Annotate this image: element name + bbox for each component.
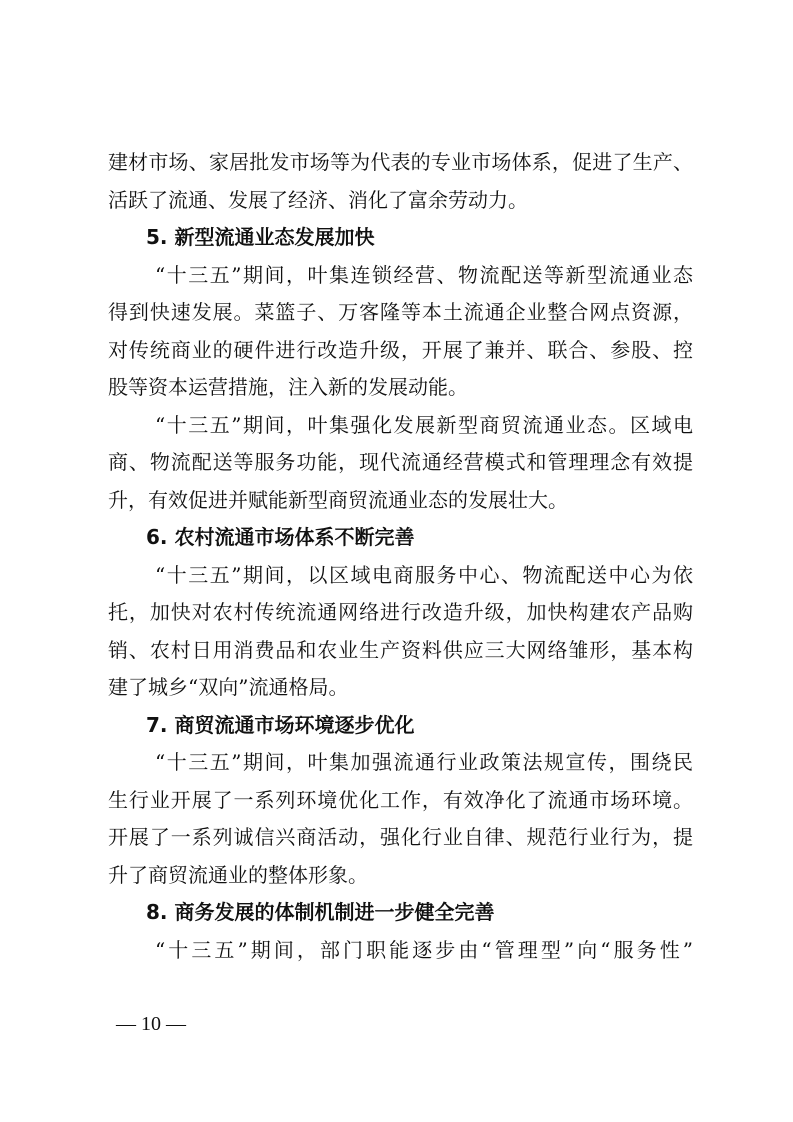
paragraph-line: 开展了一系列诚信兴商活动，强化行业自律、规范行业行为，提 (108, 825, 693, 849)
paragraph-line: 生行业开展了一系列环境优化工作，有效净化了流通市场环境。 (108, 788, 693, 812)
section-heading: 8. 商务发展的体制机制进一步健全完善 (146, 900, 495, 924)
section-heading: 7. 商贸流通市场环境逐步优化 (146, 713, 415, 737)
paragraph-line: “十三五”期间，叶集强化发展新型商贸流通业态。区域电 (155, 413, 693, 437)
paragraph-line: 托，加快对农村传统流通网络进行改造升级，加快构建农产品购 (108, 600, 693, 624)
paragraph-line: “十三五”期间，以区域电商服务中心、物流配送中心为依 (155, 563, 693, 587)
paragraph-line: 对传统商业的硬件进行改造升级，开展了兼并、联合、参股、控 (108, 338, 693, 362)
paragraph-line: 活跃了流通、发展了经济、消化了富余劳动力。 (108, 188, 528, 212)
page-number: — 10 — (116, 1013, 186, 1035)
paragraph-line: 得到快速发展。菜篮子、万客隆等本土流通企业整合网点资源， (108, 300, 693, 324)
paragraph-line: “十三五”期间，叶集加强流通行业政策法规宣传，围绕民 (155, 750, 693, 774)
section-heading: 6. 农村流通市场体系不断完善 (146, 525, 415, 549)
paragraph-line: “十三五”期间，叶集连锁经营、物流配送等新型流通业态 (155, 263, 693, 287)
paragraph-line: 升，有效促进并赋能新型商贸流通业态的发展壮大。 (108, 488, 568, 512)
paragraph-line: 股等资本运营措施，注入新的发展动能。 (108, 375, 468, 399)
paragraph-line: 销、农村日用消费品和农业生产资料供应三大网络雏形，基本构 (108, 638, 693, 662)
paragraph-line: 建材市场、家居批发市场等为代表的专业市场体系，促进了生产、 (108, 150, 693, 174)
paragraph-line: 升了商贸流通业的整体形象。 (108, 863, 368, 887)
paragraph-line: “十三五”期间，部门职能逐步由“管理型”向“服务性” (155, 938, 693, 962)
paragraph-line: 建了城乡“双向”流通格局。 (108, 675, 349, 699)
section-heading: 5. 新型流通业态发展加快 (146, 225, 375, 249)
paragraph-line: 商、物流配送等服务功能，现代流通经营模式和管理理念有效提 (108, 450, 693, 474)
